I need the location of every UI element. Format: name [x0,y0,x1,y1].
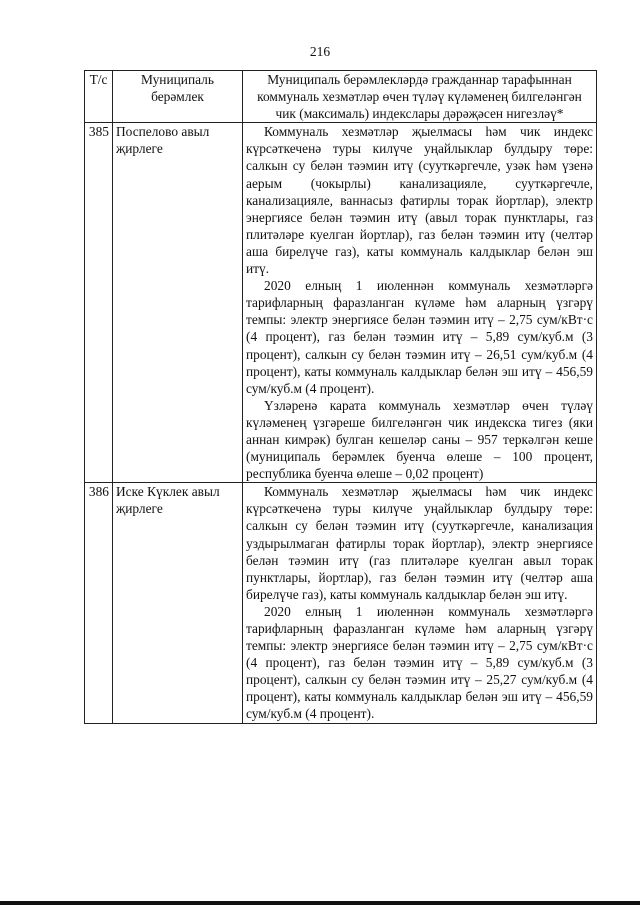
row-number: 385 [85,123,113,483]
row-municipality: Иске Күклек авыл җирлеге [113,483,243,723]
description-paragraph: 2020 елның 1 июленнән коммуналь хезмәтләргә тарифларның фаразланган күләме һәм аларның үзгәрү темпы: электр энергиясе белән тәэмин итү – 2,75 сум/кВт·с (4 процент), газ белән тәэмин итү – 5,89 сум/куб.м (3 процент), салкын су белән тәэмин итү – 25,27 сум/куб.м (4 процент), каты коммуналь калдыклар белән эш итү – 456,59 сум/куб.м (4 процент). [246,603,593,722]
header-municipality: Муниципаль берәмлек [113,71,243,123]
municipal-index-table [84,70,597,724]
table-body [85,123,597,723]
table-row [85,123,597,483]
table-header-row [85,71,597,123]
table-row [85,483,597,723]
description-paragraph: 2020 елның 1 июленнән коммуналь хезмәтләргә тарифларның фаразланган күләме һәм аларның үзгәрү темпы: электр энергиясе белән тәэмин итү – 2,75 сум/кВт·с (4 процент), газ белән тәэмин итү – 5,89 сум/куб.м (3 процент), салкын су белән тәэмин итү – 26,51 сум/куб.м (4 процент), каты коммуналь калдыклар белән эш итү – 456,59 сум/куб.м (4 процент). [246,278,593,396]
page-number: 216 [309,44,331,59]
header-number: Т/с [85,71,113,123]
row-number: 386 [85,483,113,723]
description-paragraph: Коммуналь хезмәтләр җыелмасы һәм чик индекс күрсәткеченә туры килүче уңайлыклар булдыру төре: салкын су белән тәэмин итү (сууткәргечле, узәк һәм үзенә аерым (чокырлы) канализацияле, сууткәргечле, канализацияле, ваннасыз фатирлы торак йортлар), электр энергиясе белән тәэмин итү (авыл торак пунктлары, газ плитәләре куелган йортлар), газ белән тәэмин итү (челтәр аша бирелүче газ), каты коммуналь калдыклар белән эш итү. [246,124,593,277]
row-description [243,123,597,483]
row-municipality: Поспелово авыл җирлеге [113,123,243,483]
description-paragraph: Үзләренә карата коммуналь хезмәтләр өчен түләү күләменең үзгәреше билгеләнгән чик индекска тигез (яки аннан кимрәк) булган кешеләр саны – 957 теркәлгән кеше (муниципаль берәмлек буенча өлеше – 100 процент, республика буенча өлеше – 0,02 процент) [246,397,593,482]
scan-edge-bar [0,901,640,905]
description-paragraph: Коммуналь хезмәтләр җыелмасы һәм чик индекс күрсәткеченә туры килүче уңайлыклар булдыру төре: салкын су белән тәэмин итү (сууткәргечле, канализация уздырылмаган фатирлы торак йортлар), электр энергиясе белән тәэмин итү (газ плитәләре куелган авыл торак пунктлары, йортлар), газ белән тәэмин итү (челтәр аша бирелүче газ), каты коммуналь калдыклар белән эш итү. [246,484,593,602]
header-description: Муниципаль берәмлекләрдә гражданнар тарафыннан коммуналь хезмәтләр өчен түләү күләменең билгеләнгән чик (максималь) индекслары дәрәҗәсен нигезләү* [243,71,597,123]
row-description [243,483,597,723]
